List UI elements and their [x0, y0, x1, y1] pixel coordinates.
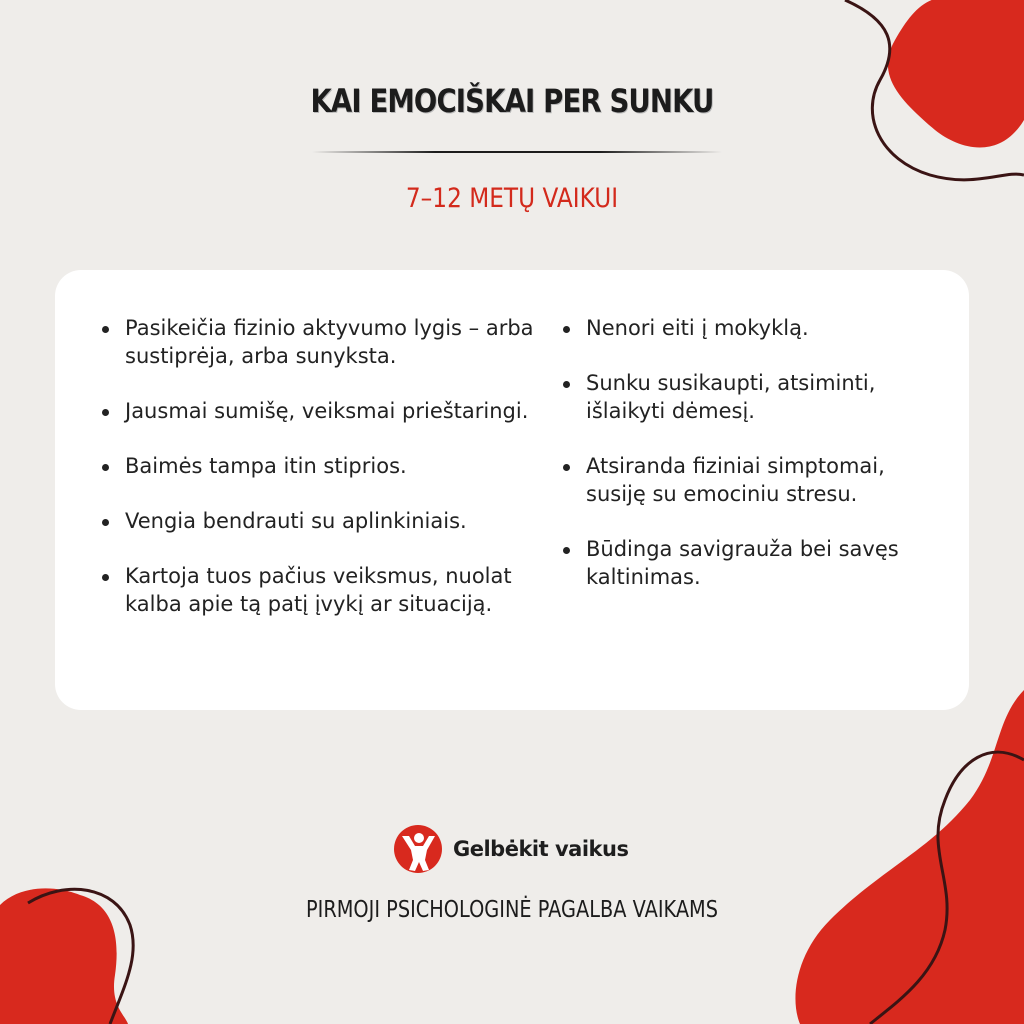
child-figure-icon — [393, 824, 443, 874]
symptoms-list-left — [125, 314, 535, 645]
organization-logo — [393, 824, 628, 874]
list-item: Būdinga savigrauža bei savęs kaltinimas. — [586, 535, 941, 591]
list-item: Baimės tampa itin stiprios. — [125, 452, 535, 480]
page-title: KAI EMOCIŠKAI PER SUNKU — [310, 82, 714, 120]
list-item: Pasikeičia fizinio aktyvumo lygis – arba sustiprėja, arba sunyksta. — [125, 316, 534, 368]
organization-name: Gelbėkit vaikus — [453, 837, 629, 861]
list-item: Kartoja tuos pačius veiksmus, nuolat kalba apie tą patį įvykį ar situaciją. — [125, 562, 535, 618]
list-item: Atsiranda fiziniai simptomai, susiję su emociniu stresu. — [586, 452, 941, 508]
footer-title: PIRMOJI PSICHOLOGINĖ PAGALBA VAIKAMS — [305, 897, 718, 923]
symptoms-list-right — [586, 314, 941, 618]
list-item: Nenori eiti į mokyklą. — [586, 314, 941, 342]
age-subtitle: 7–12 METŲ VAIKUI — [405, 183, 619, 214]
list-item: Jausmai sumišę, veiksmai prieštaringi. — [125, 397, 535, 425]
list-item: Vengia bendrauti su aplinkiniais. — [125, 507, 535, 535]
symptoms-card — [55, 270, 969, 710]
title-divider — [312, 151, 722, 153]
list-item: Sunku susikaupti, atsiminti, išlaikyti dėmesį. — [586, 369, 941, 425]
